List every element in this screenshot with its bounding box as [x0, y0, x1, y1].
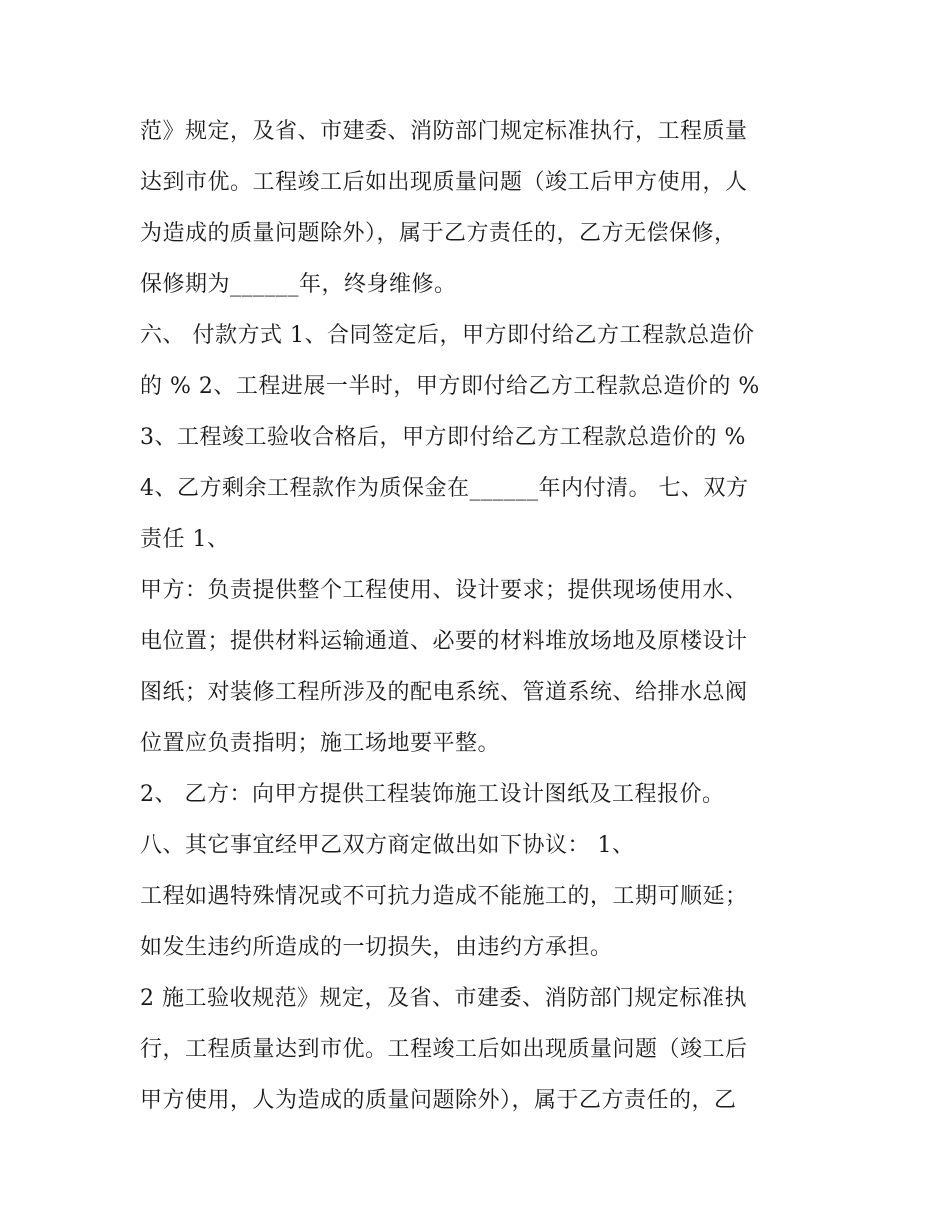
text-line: 的 % 2、工程进展一半时，甲方即付给乙方工程款总造价的 %	[140, 374, 760, 399]
text-line: 2、 乙方：向甲方提供工程装饰施工设计图纸及工程报价。	[140, 782, 725, 807]
text-line: 2 施工验收规范》规定，及省、市建委、消防部门规定标准执	[140, 986, 747, 1011]
text-line: 责任 1、	[140, 527, 230, 552]
text-line: 电位置；提供材料运输通道、必要的材料堆放场地及原楼设计	[140, 629, 748, 654]
text-line: 为造成的质量问题除外），属于乙方责任的，乙方无偿保修，	[140, 221, 737, 246]
text-line: 位置应负责指明；施工场地要平整。	[140, 731, 501, 756]
text-line: 工程如遇特殊情况或不可抗力造成不能施工的，工期可顺延；	[140, 884, 748, 909]
text-line: 达到市优。工程竣工后如出现质量问题（竣工后甲方使用，人	[140, 170, 748, 195]
document-body	[140, 106, 820, 1126]
text-line: 图纸；对装修工程所涉及的配电系统、管道系统、给排水总阀	[140, 680, 748, 705]
text-line: 甲方：负责提供整个工程使用、设计要求；提供现场使用水、	[140, 578, 748, 603]
text-line: 如发生违约所造成的一切损失，由违约方承担。	[140, 935, 613, 960]
text-line: 甲方使用，人为造成的质量问题除外），属于乙方责任的，乙	[140, 1088, 737, 1113]
text-line: 保修期为______年，终身维修。	[140, 272, 457, 297]
text-line: 六、 付款方式 1、合同签定后，甲方即付给乙方工程款总造价	[140, 323, 755, 348]
text-line: 八、其它事宜经甲乙双方商定做出如下协议： 1、	[140, 833, 635, 858]
text-line: 行，工程质量达到市优。工程竣工后如出现质量问题（竣工后	[140, 1037, 748, 1062]
text-line: 3、工程竣工验收合格后，甲方即付给乙方工程款总造价的 %	[140, 425, 746, 450]
text-line: 范》规定，及省、市建委、消防部门规定标准执行，工程质量	[140, 119, 748, 144]
text-line: 4、乙方剩余工程款作为质保金在______年内付清。 七、双方	[140, 476, 749, 501]
